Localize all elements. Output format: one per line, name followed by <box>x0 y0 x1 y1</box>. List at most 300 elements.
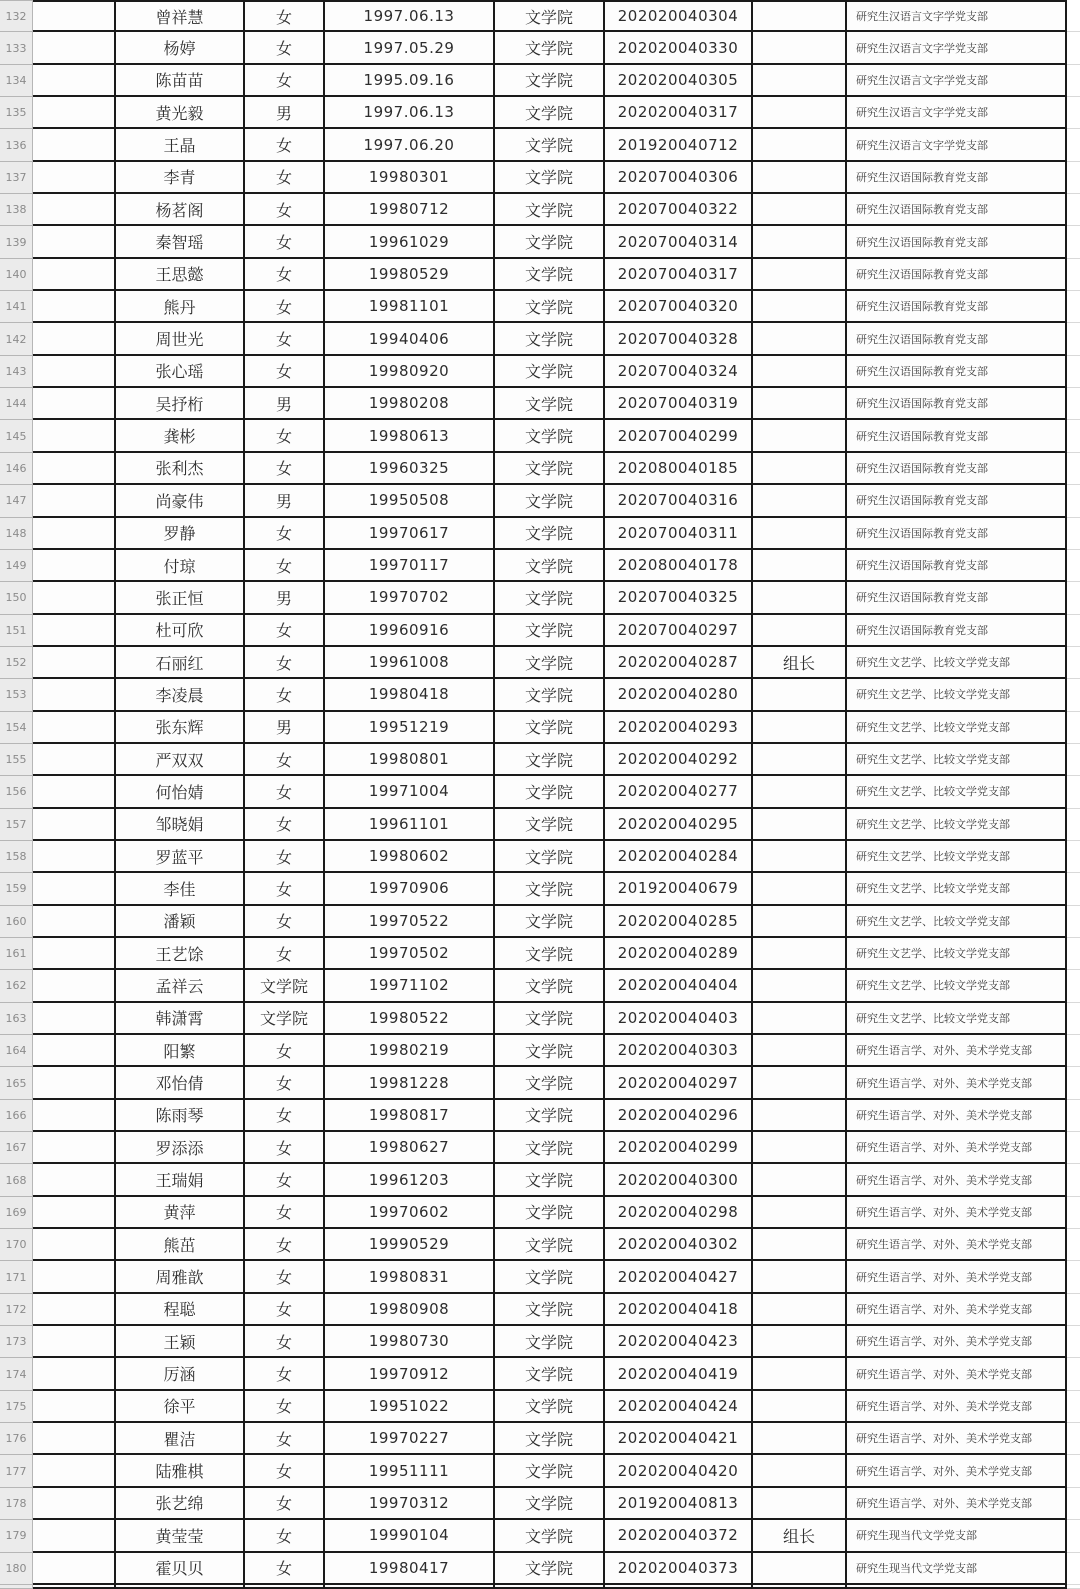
birthdate-cell[interactable]: 19980529 <box>325 259 495 291</box>
name-cell[interactable]: 罗静 <box>116 518 245 550</box>
blank-cell[interactable] <box>33 323 116 355</box>
gender-cell[interactable]: 女 <box>245 1229 325 1261</box>
student-id-cell[interactable]: 202020040303 <box>605 1035 753 1067</box>
blank-cell[interactable] <box>33 970 116 1002</box>
name-cell[interactable]: 厉涵 <box>116 1358 245 1390</box>
row-number[interactable]: 137 <box>0 162 33 194</box>
role-cell[interactable] <box>753 582 847 614</box>
college-cell[interactable]: 文学院 <box>495 615 605 647</box>
party-branch-cell[interactable]: 研究生汉语国际教育党支部 <box>847 291 1067 323</box>
birthdate-cell[interactable]: 19980613 <box>325 420 495 452</box>
party-branch-cell[interactable]: 研究生语言学、对外、美术学党支部 <box>847 1326 1067 1358</box>
student-id-cell[interactable]: 202020040373 <box>605 1553 753 1585</box>
party-branch-cell[interactable]: 研究生汉语国际教育党支部 <box>847 323 1067 355</box>
party-branch-cell[interactable]: 研究生语言学、对外、美术学党支部 <box>847 1294 1067 1326</box>
row-number[interactable]: 162 <box>0 970 33 1002</box>
row-number[interactable]: 166 <box>0 1100 33 1132</box>
row-number[interactable]: 170 <box>0 1229 33 1261</box>
party-branch-cell[interactable]: 研究生汉语言文字学党支部 <box>847 0 1067 32</box>
gender-cell[interactable]: 女 <box>245 809 325 841</box>
student-id-cell[interactable]: 202070040319 <box>605 388 753 420</box>
name-cell[interactable]: 霍贝贝 <box>116 1553 245 1585</box>
gender-cell[interactable]: 女 <box>245 938 325 970</box>
party-branch-cell[interactable]: 研究生汉语国际教育党支部 <box>847 615 1067 647</box>
party-branch-cell[interactable]: 研究生语言学、对外、美术学党支部 <box>847 1100 1067 1132</box>
blank-cell[interactable] <box>33 1358 116 1390</box>
row-number[interactable]: 149 <box>0 550 33 582</box>
college-cell[interactable]: 文学院 <box>495 194 605 226</box>
name-cell[interactable]: 尚豪伟 <box>116 485 245 517</box>
row-number[interactable]: 147 <box>0 485 33 517</box>
student-id-cell[interactable]: 202070040328 <box>605 323 753 355</box>
row-number[interactable]: 176 <box>0 1423 33 1455</box>
row-number[interactable]: 138 <box>0 194 33 226</box>
row-number[interactable]: 161 <box>0 938 33 970</box>
name-cell[interactable]: 熊茁 <box>116 1229 245 1261</box>
birthdate-cell[interactable]: 19970502 <box>325 938 495 970</box>
blank-cell[interactable] <box>33 1326 116 1358</box>
gender-cell[interactable]: 女 <box>245 744 325 776</box>
gender-cell[interactable]: 女 <box>245 453 325 485</box>
role-cell[interactable] <box>753 291 847 323</box>
birthdate-cell[interactable]: 19970522 <box>325 906 495 938</box>
college-cell[interactable]: 文学院 <box>495 744 605 776</box>
row-number[interactable]: 133 <box>0 32 33 64</box>
party-branch-cell[interactable]: 研究生文艺学、比较文学党支部 <box>847 1003 1067 1035</box>
name-cell[interactable]: 邹晓娟 <box>116 809 245 841</box>
college-cell[interactable]: 文学院 <box>495 420 605 452</box>
name-cell[interactable]: 熊丹 <box>116 291 245 323</box>
blank-cell[interactable] <box>33 453 116 485</box>
student-id-cell[interactable]: 202070040322 <box>605 194 753 226</box>
college-cell[interactable]: 文学院 <box>495 65 605 97</box>
party-branch-cell[interactable]: 研究生文艺学、比较文学党支部 <box>847 873 1067 905</box>
blank-cell[interactable] <box>33 420 116 452</box>
party-branch-cell[interactable]: 研究生文艺学、比较文学党支部 <box>847 647 1067 679</box>
party-branch-cell[interactable]: 研究生文艺学、比较文学党支部 <box>847 970 1067 1002</box>
birthdate-cell[interactable]: 1997.05.29 <box>325 32 495 64</box>
gender-cell[interactable]: 女 <box>245 1035 325 1067</box>
birthdate-cell[interactable]: 19951219 <box>325 712 495 744</box>
gender-cell[interactable]: 女 <box>245 776 325 808</box>
student-id-cell[interactable]: 202070040311 <box>605 518 753 550</box>
gender-cell[interactable]: 女 <box>245 615 325 647</box>
row-number[interactable]: 173 <box>0 1326 33 1358</box>
gender-cell[interactable]: 女 <box>245 906 325 938</box>
role-cell[interactable] <box>753 1035 847 1067</box>
role-cell[interactable] <box>753 518 847 550</box>
party-branch-cell[interactable]: 研究生语言学、对外、美术学党支部 <box>847 1261 1067 1293</box>
birthdate-cell[interactable]: 19961203 <box>325 1164 495 1196</box>
college-cell[interactable]: 文学院 <box>495 1358 605 1390</box>
name-cell[interactable]: 张正恒 <box>116 582 245 614</box>
role-cell[interactable] <box>753 1003 847 1035</box>
gender-cell[interactable]: 女 <box>245 1100 325 1132</box>
name-cell[interactable]: 罗蓝平 <box>116 841 245 873</box>
student-id-cell[interactable]: 202020040289 <box>605 938 753 970</box>
role-cell[interactable] <box>753 906 847 938</box>
blank-cell[interactable] <box>33 744 116 776</box>
row-number[interactable]: 180 <box>0 1553 33 1585</box>
student-id-cell[interactable]: 202070040324 <box>605 356 753 388</box>
student-id-cell[interactable]: 202080040178 <box>605 550 753 582</box>
role-cell[interactable] <box>753 809 847 841</box>
college-cell[interactable]: 文学院 <box>495 938 605 970</box>
college-cell[interactable]: 文学院 <box>495 809 605 841</box>
role-cell[interactable] <box>753 226 847 258</box>
gender-cell[interactable]: 女 <box>245 291 325 323</box>
blank-cell[interactable] <box>33 291 116 323</box>
college-cell[interactable]: 文学院 <box>495 1003 605 1035</box>
row-number[interactable]: 141 <box>0 291 33 323</box>
college-cell[interactable]: 文学院 <box>495 291 605 323</box>
name-cell[interactable]: 程聪 <box>116 1294 245 1326</box>
college-cell[interactable]: 文学院 <box>495 1261 605 1293</box>
name-cell[interactable]: 石丽红 <box>116 647 245 679</box>
birthdate-cell[interactable]: 19971004 <box>325 776 495 808</box>
row-number[interactable]: 158 <box>0 841 33 873</box>
row-number[interactable]: 154 <box>0 712 33 744</box>
name-cell[interactable]: 杜可欣 <box>116 615 245 647</box>
party-branch-cell[interactable]: 研究生文艺学、比较文学党支部 <box>847 776 1067 808</box>
student-id-cell[interactable]: 202020040285 <box>605 906 753 938</box>
student-id-cell[interactable]: 202020040295 <box>605 809 753 841</box>
gender-cell[interactable]: 女 <box>245 0 325 32</box>
role-cell[interactable] <box>753 129 847 161</box>
gender-cell[interactable]: 女 <box>245 226 325 258</box>
student-id-cell[interactable]: 202020040292 <box>605 744 753 776</box>
blank-cell[interactable] <box>33 518 116 550</box>
birthdate-cell[interactable]: 19980712 <box>325 194 495 226</box>
party-branch-cell[interactable]: 研究生汉语国际教育党支部 <box>847 485 1067 517</box>
gender-cell[interactable]: 女 <box>245 1358 325 1390</box>
student-id-cell[interactable]: 202020040420 <box>605 1455 753 1487</box>
party-branch-cell[interactable]: 研究生汉语国际教育党支部 <box>847 518 1067 550</box>
student-id-cell[interactable]: 202020040419 <box>605 1358 753 1390</box>
birthdate-cell[interactable]: 19960916 <box>325 615 495 647</box>
name-cell[interactable]: 陆雅棋 <box>116 1455 245 1487</box>
birthdate-cell[interactable]: 19970312 <box>325 1488 495 1520</box>
student-id-cell[interactable]: 202020040296 <box>605 1100 753 1132</box>
role-cell[interactable] <box>753 1294 847 1326</box>
gender-cell[interactable]: 女 <box>245 323 325 355</box>
role-cell[interactable] <box>753 453 847 485</box>
row-number[interactable]: 142 <box>0 323 33 355</box>
blank-cell[interactable] <box>33 615 116 647</box>
role-cell[interactable] <box>753 1067 847 1099</box>
blank-cell[interactable] <box>33 1035 116 1067</box>
student-id-cell[interactable]: 202070040297 <box>605 615 753 647</box>
role-cell[interactable] <box>753 1488 847 1520</box>
birthdate-cell[interactable]: 19981228 <box>325 1067 495 1099</box>
name-cell[interactable]: 韩潇霄 <box>116 1003 245 1035</box>
gender-cell[interactable]: 女 <box>245 1520 325 1552</box>
student-id-cell[interactable]: 202070040316 <box>605 485 753 517</box>
blank-cell[interactable] <box>33 1423 116 1455</box>
row-number[interactable]: 165 <box>0 1067 33 1099</box>
college-cell[interactable]: 文学院 <box>495 32 605 64</box>
name-cell[interactable]: 秦智瑶 <box>116 226 245 258</box>
blank-cell[interactable] <box>33 1164 116 1196</box>
blank-cell[interactable] <box>33 1455 116 1487</box>
blank-cell[interactable] <box>33 1261 116 1293</box>
birthdate-cell[interactable]: 1997.06.13 <box>325 97 495 129</box>
row-number[interactable]: 152 <box>0 647 33 679</box>
role-cell[interactable] <box>753 162 847 194</box>
blank-cell[interactable] <box>33 1391 116 1423</box>
role-cell[interactable] <box>753 485 847 517</box>
blank-cell[interactable] <box>33 776 116 808</box>
student-id-cell[interactable]: 202020040427 <box>605 1261 753 1293</box>
gender-cell[interactable]: 女 <box>245 1488 325 1520</box>
party-branch-cell[interactable]: 研究生语言学、对外、美术学党支部 <box>847 1164 1067 1196</box>
role-cell[interactable] <box>753 259 847 291</box>
birthdate-cell[interactable]: 19951111 <box>325 1455 495 1487</box>
role-cell[interactable] <box>753 1423 847 1455</box>
party-branch-cell[interactable]: 研究生现当代文学党支部 <box>847 1520 1067 1552</box>
student-id-cell[interactable]: 202070040317 <box>605 259 753 291</box>
row-number[interactable]: 144 <box>0 388 33 420</box>
student-id-cell[interactable]: 202020040300 <box>605 1164 753 1196</box>
birthdate-cell[interactable]: 19990104 <box>325 1520 495 1552</box>
party-branch-cell[interactable]: 研究生文艺学、比较文学党支部 <box>847 906 1067 938</box>
party-branch-cell[interactable]: 研究生语言学、对外、美术学党支部 <box>847 1035 1067 1067</box>
birthdate-cell[interactable]: 19981101 <box>325 291 495 323</box>
role-cell[interactable] <box>753 194 847 226</box>
gender-cell[interactable]: 女 <box>245 356 325 388</box>
birthdate-cell[interactable]: 19970906 <box>325 873 495 905</box>
party-branch-cell[interactable]: 研究生汉语国际教育党支部 <box>847 420 1067 452</box>
party-branch-cell[interactable]: 研究生汉语国际教育党支部 <box>847 550 1067 582</box>
student-id-cell[interactable]: 201920040712 <box>605 129 753 161</box>
blank-cell[interactable] <box>33 388 116 420</box>
party-branch-cell[interactable]: 研究生汉语国际教育党支部 <box>847 582 1067 614</box>
gender-cell[interactable]: 女 <box>245 1294 325 1326</box>
birthdate-cell[interactable]: 19970117 <box>325 550 495 582</box>
birthdate-cell[interactable]: 19961101 <box>325 809 495 841</box>
gender-cell[interactable]: 女 <box>245 1391 325 1423</box>
blank-cell[interactable] <box>33 712 116 744</box>
name-cell[interactable]: 陈苗苗 <box>116 65 245 97</box>
role-cell[interactable] <box>753 679 847 711</box>
name-cell[interactable]: 李佳 <box>116 873 245 905</box>
gender-cell[interactable]: 男 <box>245 97 325 129</box>
blank-cell[interactable] <box>33 1067 116 1099</box>
student-id-cell[interactable]: 202020040403 <box>605 1003 753 1035</box>
student-id-cell[interactable]: 202020040330 <box>605 32 753 64</box>
birthdate-cell[interactable]: 1997.06.13 <box>325 0 495 32</box>
role-cell[interactable] <box>753 388 847 420</box>
gender-cell[interactable]: 女 <box>245 194 325 226</box>
party-branch-cell[interactable]: 研究生文艺学、比较文学党支部 <box>847 809 1067 841</box>
role-cell[interactable] <box>753 1261 847 1293</box>
role-cell[interactable] <box>753 841 847 873</box>
name-cell[interactable]: 周世光 <box>116 323 245 355</box>
gender-cell[interactable]: 女 <box>245 1132 325 1164</box>
birthdate-cell[interactable]: 19961008 <box>325 647 495 679</box>
name-cell[interactable]: 龚彬 <box>116 420 245 452</box>
blank-cell[interactable] <box>33 550 116 582</box>
name-cell[interactable]: 张东辉 <box>116 712 245 744</box>
birthdate-cell[interactable]: 19960325 <box>325 453 495 485</box>
student-id-cell[interactable]: 202020040305 <box>605 65 753 97</box>
role-cell[interactable] <box>753 323 847 355</box>
party-branch-cell[interactable]: 研究生汉语国际教育党支部 <box>847 356 1067 388</box>
college-cell[interactable]: 文学院 <box>495 1164 605 1196</box>
row-number[interactable]: 172 <box>0 1294 33 1326</box>
party-branch-cell[interactable]: 研究生语言学、对外、美术学党支部 <box>847 1391 1067 1423</box>
student-id-cell[interactable]: 202020040304 <box>605 0 753 32</box>
birthdate-cell[interactable]: 19970617 <box>325 518 495 550</box>
student-id-cell[interactable]: 202070040306 <box>605 162 753 194</box>
role-cell[interactable] <box>753 615 847 647</box>
birthdate-cell[interactable]: 19990529 <box>325 1229 495 1261</box>
birthdate-cell[interactable]: 19980908 <box>325 1294 495 1326</box>
gender-cell[interactable]: 女 <box>245 873 325 905</box>
student-id-cell[interactable]: 202020040297 <box>605 1067 753 1099</box>
name-cell[interactable]: 徐平 <box>116 1391 245 1423</box>
name-cell[interactable]: 罗添添 <box>116 1132 245 1164</box>
student-id-cell[interactable]: 202020040287 <box>605 647 753 679</box>
college-cell[interactable]: 文学院 <box>495 162 605 194</box>
party-branch-cell[interactable]: 研究生汉语言文字学党支部 <box>847 32 1067 64</box>
birthdate-cell[interactable]: 19970602 <box>325 1197 495 1229</box>
gender-cell[interactable]: 男 <box>245 388 325 420</box>
birthdate-cell[interactable]: 19980602 <box>325 841 495 873</box>
gender-cell[interactable]: 女 <box>245 162 325 194</box>
gender-cell[interactable]: 女 <box>245 1164 325 1196</box>
birthdate-cell[interactable]: 19980831 <box>325 1261 495 1293</box>
birthdate-cell[interactable]: 19970912 <box>325 1358 495 1390</box>
party-branch-cell[interactable]: 研究生现当代文学党支部 <box>847 1553 1067 1585</box>
gender-cell[interactable]: 女 <box>245 841 325 873</box>
college-cell[interactable]: 文学院 <box>495 1455 605 1487</box>
name-cell[interactable]: 张心瑶 <box>116 356 245 388</box>
birthdate-cell[interactable]: 19971102 <box>325 970 495 1002</box>
name-cell[interactable]: 李青 <box>116 162 245 194</box>
student-id-cell[interactable]: 202020040298 <box>605 1197 753 1229</box>
gender-cell[interactable]: 女 <box>245 1423 325 1455</box>
gender-cell[interactable]: 男 <box>245 582 325 614</box>
row-number[interactable]: 157 <box>0 809 33 841</box>
college-cell[interactable]: 文学院 <box>495 873 605 905</box>
role-cell[interactable]: 组长 <box>753 1520 847 1552</box>
blank-cell[interactable] <box>33 1520 116 1552</box>
blank-cell[interactable] <box>33 906 116 938</box>
row-number[interactable]: 134 <box>0 65 33 97</box>
row-number[interactable]: 159 <box>0 873 33 905</box>
row-number[interactable]: 168 <box>0 1164 33 1196</box>
blank-cell[interactable] <box>33 1488 116 1520</box>
name-cell[interactable]: 杨茗阁 <box>116 194 245 226</box>
role-cell[interactable] <box>753 32 847 64</box>
role-cell[interactable] <box>753 938 847 970</box>
row-number[interactable]: 156 <box>0 776 33 808</box>
gender-cell[interactable]: 女 <box>245 32 325 64</box>
birthdate-cell[interactable]: 19980920 <box>325 356 495 388</box>
birthdate-cell[interactable]: 1995.09.16 <box>325 65 495 97</box>
blank-cell[interactable] <box>33 356 116 388</box>
blank-cell[interactable] <box>33 1294 116 1326</box>
name-cell[interactable]: 阳繁 <box>116 1035 245 1067</box>
birthdate-cell[interactable]: 19980301 <box>325 162 495 194</box>
name-cell[interactable]: 黄光毅 <box>116 97 245 129</box>
college-cell[interactable]: 文学院 <box>495 1488 605 1520</box>
birthdate-cell[interactable]: 19980219 <box>325 1035 495 1067</box>
college-cell[interactable]: 文学院 <box>495 906 605 938</box>
blank-cell[interactable] <box>33 582 116 614</box>
row-number[interactable]: 167 <box>0 1132 33 1164</box>
blank-cell[interactable] <box>33 194 116 226</box>
role-cell[interactable]: 组长 <box>753 647 847 679</box>
role-cell[interactable] <box>753 1358 847 1390</box>
party-branch-cell[interactable]: 研究生汉语国际教育党支部 <box>847 162 1067 194</box>
blank-cell[interactable] <box>33 1229 116 1261</box>
college-cell[interactable]: 文学院 <box>495 129 605 161</box>
role-cell[interactable] <box>753 1197 847 1229</box>
row-number[interactable]: 178 <box>0 1488 33 1520</box>
row-number[interactable]: 169 <box>0 1197 33 1229</box>
student-id-cell[interactable]: 202020040421 <box>605 1423 753 1455</box>
row-number[interactable]: 175 <box>0 1391 33 1423</box>
row-number[interactable]: 140 <box>0 259 33 291</box>
college-cell[interactable]: 文学院 <box>495 1553 605 1585</box>
role-cell[interactable] <box>753 0 847 32</box>
row-number[interactable]: 135 <box>0 97 33 129</box>
college-cell[interactable]: 文学院 <box>495 1035 605 1067</box>
name-cell[interactable]: 李凌晨 <box>116 679 245 711</box>
college-cell[interactable]: 文学院 <box>495 1197 605 1229</box>
party-branch-cell[interactable]: 研究生文艺学、比较文学党支部 <box>847 679 1067 711</box>
college-cell[interactable]: 文学院 <box>495 453 605 485</box>
name-cell[interactable]: 邓怡倩 <box>116 1067 245 1099</box>
college-cell[interactable]: 文学院 <box>495 712 605 744</box>
row-number[interactable]: 171 <box>0 1261 33 1293</box>
gender-cell[interactable]: 女 <box>245 129 325 161</box>
college-cell[interactable]: 文学院 <box>495 776 605 808</box>
gender-cell[interactable]: 女 <box>245 65 325 97</box>
row-number[interactable]: 143 <box>0 356 33 388</box>
blank-cell[interactable] <box>33 841 116 873</box>
party-branch-cell[interactable]: 研究生语言学、对外、美术学党支部 <box>847 1423 1067 1455</box>
gender-cell[interactable]: 女 <box>245 1067 325 1099</box>
role-cell[interactable] <box>753 744 847 776</box>
blank-cell[interactable] <box>33 259 116 291</box>
student-id-cell[interactable]: 202020040277 <box>605 776 753 808</box>
birthdate-cell[interactable]: 19980801 <box>325 744 495 776</box>
row-number[interactable]: 163 <box>0 1003 33 1035</box>
student-id-cell[interactable]: 202020040280 <box>605 679 753 711</box>
blank-cell[interactable] <box>33 873 116 905</box>
birthdate-cell[interactable]: 19950508 <box>325 485 495 517</box>
birthdate-cell[interactable]: 19940406 <box>325 323 495 355</box>
college-cell[interactable]: 文学院 <box>495 679 605 711</box>
blank-cell[interactable] <box>33 129 116 161</box>
college-cell[interactable]: 文学院 <box>495 1100 605 1132</box>
name-cell[interactable]: 王思懿 <box>116 259 245 291</box>
party-branch-cell[interactable]: 研究生汉语国际教育党支部 <box>847 226 1067 258</box>
college-cell[interactable]: 文学院 <box>495 841 605 873</box>
birthdate-cell[interactable]: 19980627 <box>325 1132 495 1164</box>
gender-cell[interactable]: 女 <box>245 259 325 291</box>
college-cell[interactable]: 文学院 <box>495 518 605 550</box>
party-branch-cell[interactable]: 研究生汉语国际教育党支部 <box>847 259 1067 291</box>
role-cell[interactable] <box>753 1553 847 1585</box>
row-number[interactable]: 146 <box>0 453 33 485</box>
college-cell[interactable]: 文学院 <box>495 1132 605 1164</box>
name-cell[interactable]: 陈雨琴 <box>116 1100 245 1132</box>
student-id-cell[interactable]: 201920040813 <box>605 1488 753 1520</box>
